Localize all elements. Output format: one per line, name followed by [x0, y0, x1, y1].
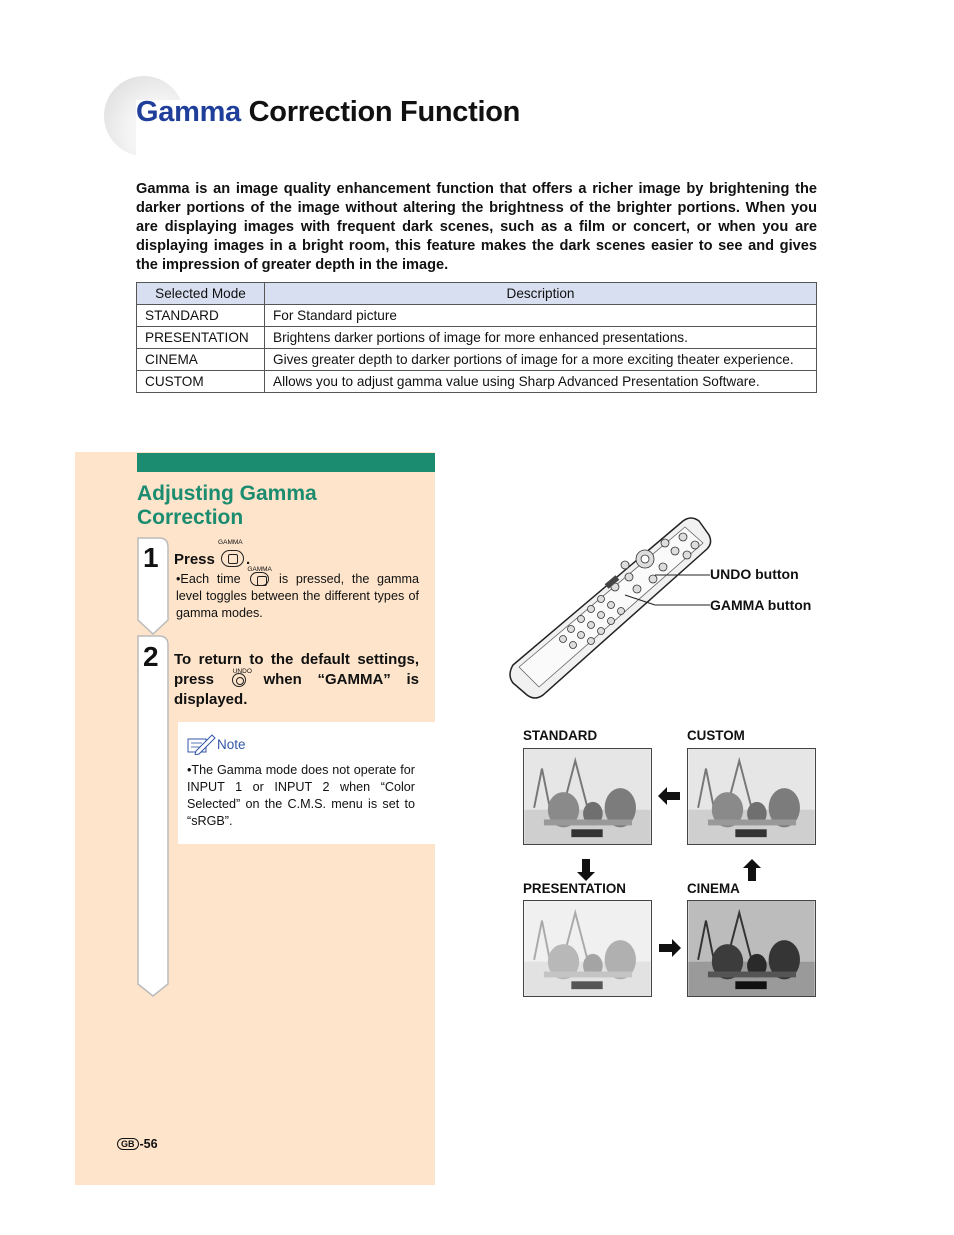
table-cell-description: Gives greater depth to darker portions of image for a more exciting theater experience.: [265, 349, 817, 371]
standard-mode-image: [523, 748, 652, 845]
table-header-mode: Selected Mode: [137, 283, 265, 305]
intro-paragraph: Gamma is an image quality enhancement function that offers a richer image by brightening the darker portions of the image without altering the brightness of the brighter portions. When you are displaying images with frequent dark scenes, such as a film or concert, or when you are displaying images in a bright room, this feature makes the dark scenes easier to see and gives the impression of greater depth in the image.: [136, 181, 817, 273]
cinema-mode-image: [687, 900, 816, 997]
step1-instruction: Press GAMMA .: [174, 539, 251, 568]
table-cell-mode: PRESENTATION: [137, 327, 265, 349]
step2-rail: [137, 634, 169, 998]
region-badge: GB: [117, 1138, 139, 1150]
section-title: Adjusting Gamma Correction: [137, 482, 317, 529]
table-row: [137, 349, 817, 371]
table-cell-mode: CINEMA: [137, 349, 265, 371]
mode-label-presentation: PRESENTATION: [523, 881, 626, 896]
mode-label-custom: CUSTOM: [687, 728, 745, 743]
undo-button-callout: UNDO button: [710, 566, 799, 582]
step1-bullet: •Each time GAMMA is pressed, the gamma level toggles between the different types of gamma modes.: [176, 566, 420, 620]
step-number: 2: [143, 641, 159, 672]
page-title-rest: Correction Function: [248, 96, 521, 128]
table-cell-description: Allows you to adjust gamma value using Sharp Advanced Presentation Software.: [265, 371, 817, 393]
table-cell-mode: STANDARD: [137, 305, 265, 327]
remote-control-illustration: [505, 515, 715, 700]
step-number: 1: [143, 542, 159, 573]
note-pencil-icon: [186, 733, 216, 755]
arrow-right-icon: [659, 939, 681, 957]
table-cell-description: For Standard picture: [265, 305, 817, 327]
custom-mode-image: [687, 748, 816, 845]
presentation-mode-image: [523, 900, 652, 997]
gamma-button-callout: GAMMA button: [710, 597, 812, 613]
gamma-button-icon: GAMMA: [250, 572, 269, 586]
note-label: Note: [217, 737, 246, 752]
table-row: [137, 305, 817, 327]
table-row: [137, 327, 817, 349]
table-header-description: Description: [265, 283, 817, 305]
arrow-up-icon: [743, 859, 761, 881]
page-title-accent: Gamma: [136, 96, 241, 128]
note-text: •The Gamma mode does not operate for INPUT 1 or INPUT 2 when “Color Selected” on the C.M.S. menu is set to “sRGB”.: [187, 763, 415, 828]
table-row: [137, 371, 817, 393]
page-number: GB -56: [117, 1137, 158, 1151]
mode-label-standard: STANDARD: [523, 728, 598, 743]
gamma-mode-table: [136, 282, 817, 393]
arrow-down-icon: [577, 859, 595, 881]
table-cell-description: Brightens darker portions of image for more enhanced presentations.: [265, 327, 817, 349]
page-title: [136, 96, 520, 129]
section-bar: [137, 453, 435, 472]
step2-instruction: To return to the default settings, press UNDO when “GAMMA” is displayed.: [174, 651, 419, 708]
undo-button-icon: UNDO: [232, 673, 246, 687]
arrow-left-icon: [658, 787, 680, 805]
table-cell-mode: CUSTOM: [137, 371, 265, 393]
mode-label-cinema: CINEMA: [687, 881, 740, 896]
table-header-row: [137, 283, 817, 305]
note-header: [186, 733, 246, 758]
gamma-button-icon: GAMMA: [221, 550, 244, 567]
